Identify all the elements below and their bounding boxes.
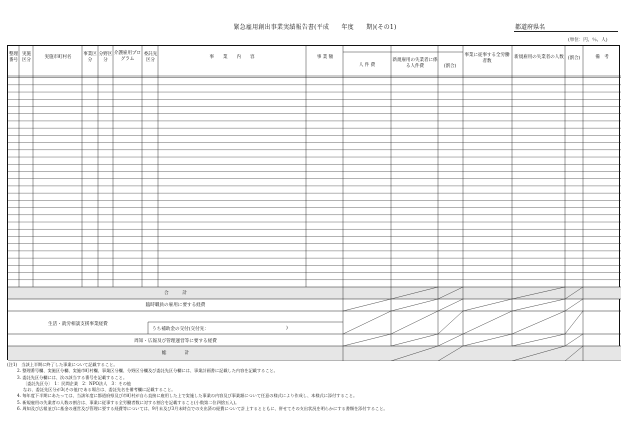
note-3-remark: なお、委託先区分が3(その他)である場合は、委託先名を備考欄に記載すること。: [23, 387, 176, 393]
hatch-line: [463, 299, 512, 311]
hatch-line: [438, 311, 463, 334]
hatch-line: [565, 311, 583, 334]
header-jisshi-kubun: 実施区分: [22, 52, 31, 63]
header-wariai-2: (割合): [567, 56, 581, 61]
subsidy-recipient-label: うち補助金の交付(交付先：: [152, 327, 209, 332]
document-title: 緊急雇用創出事業実績報告書(平成 年度 期)(その1): [233, 24, 397, 31]
header-shinki-ninzu: 新規雇用の失業者の人数: [514, 55, 564, 60]
note-2: 2. 整理番号欄、実施区分欄、実施市町村欄、事業区分欄、分野区分欄及び委託先区分欄には、事業計画書に記載した内容を記載すること。: [17, 368, 278, 374]
rinji-expense-label: 臨時職員の雇用に要する経費: [145, 303, 206, 308]
header-kaigo-program: 介護雇用プログラム: [114, 51, 141, 62]
hatch-line: [512, 334, 565, 346]
note-3-categories: 〔委託先区分〕 1：民間企業 2：NPO法人 3：その他: [23, 380, 131, 386]
hatch-line: [512, 311, 565, 334]
note-1: (注1) 当該上半期に終了した事業について記載すること。: [7, 362, 118, 367]
seikatsu-expense-label: 生活・就労相談支援事業経費: [48, 322, 108, 327]
hatch-line: [391, 299, 438, 311]
hatch-line: [565, 299, 583, 311]
header-wariai-1: (割合): [443, 64, 457, 69]
header-jigyo-kubun: 事業区分: [83, 52, 97, 63]
header-jinkenhi: 人 件 費: [358, 63, 376, 68]
note-5: 5. 新規雇用の失業者の人数の割合は、事業に従事する全労働者数に対する割合を記載すること(小数第二位四捨五入)。: [17, 399, 240, 405]
prefecture-label: 都道府県名: [515, 24, 546, 31]
header-bunya-kubun: 分野区分: [98, 52, 113, 63]
hatch-line: [438, 334, 463, 346]
note-6: 6. 周知及び広報並びに基金の運営及び管理に要する経費等については、9月末及び3月末時点での支出済の経費について計上するとともに、併せてその支出状況を明らかにする書類を添付すること。: [17, 406, 388, 412]
hatch-line: [391, 334, 438, 346]
header-jisshi-shichoson: 実施市町村名: [44, 55, 72, 60]
header-seiri-bango: 整理番号: [9, 52, 18, 63]
report-table: [7, 45, 620, 360]
hatch-line: [391, 311, 438, 334]
header-biko: 備 考: [595, 55, 609, 60]
hatch-line: [565, 334, 583, 346]
hatch-line: [343, 334, 391, 346]
hatch-line: [343, 299, 391, 311]
total-label: 総 計: [161, 351, 190, 356]
hatch-line: [438, 299, 463, 311]
header-jigyo-gaku: 事 業 額: [316, 55, 334, 60]
header-juji-zen: 事業に従事する全労働者数: [464, 53, 510, 64]
shuchi-expense-label: 周知・広報及び管理運営等に要する経費: [134, 339, 217, 344]
table-grid: [8, 46, 621, 361]
header-shinki-jinkenhi: 新規雇用の失業者に係る人件費: [392, 58, 438, 69]
subsidy-close-paren: ): [286, 326, 288, 331]
note-3: 3. 委託先区分欄には、次の該当する番号を記載すること。: [17, 374, 128, 380]
prefecture-name-line: [514, 31, 618, 32]
hatch-line: [343, 311, 391, 334]
hatch-line: [463, 311, 512, 334]
header-jigyo-naiyo: 事 業 内 容: [209, 55, 255, 60]
subtotal-label: 合 計: [164, 291, 187, 296]
hatch-line: [512, 299, 565, 311]
hatch-line: [463, 334, 512, 346]
unit-note: (単位：円、％、人): [568, 38, 608, 43]
notes: [7, 362, 388, 412]
note-4: 4. 毎年度下半期にあたっては、当該年度に都道府県及び市町村が自ら直接に雇用した上で実施した事業の内容及び事業額について任意の様式により作成し、本様式に添付すること。: [17, 393, 358, 399]
header-itaku-kubun: 委託先区分: [143, 52, 158, 63]
